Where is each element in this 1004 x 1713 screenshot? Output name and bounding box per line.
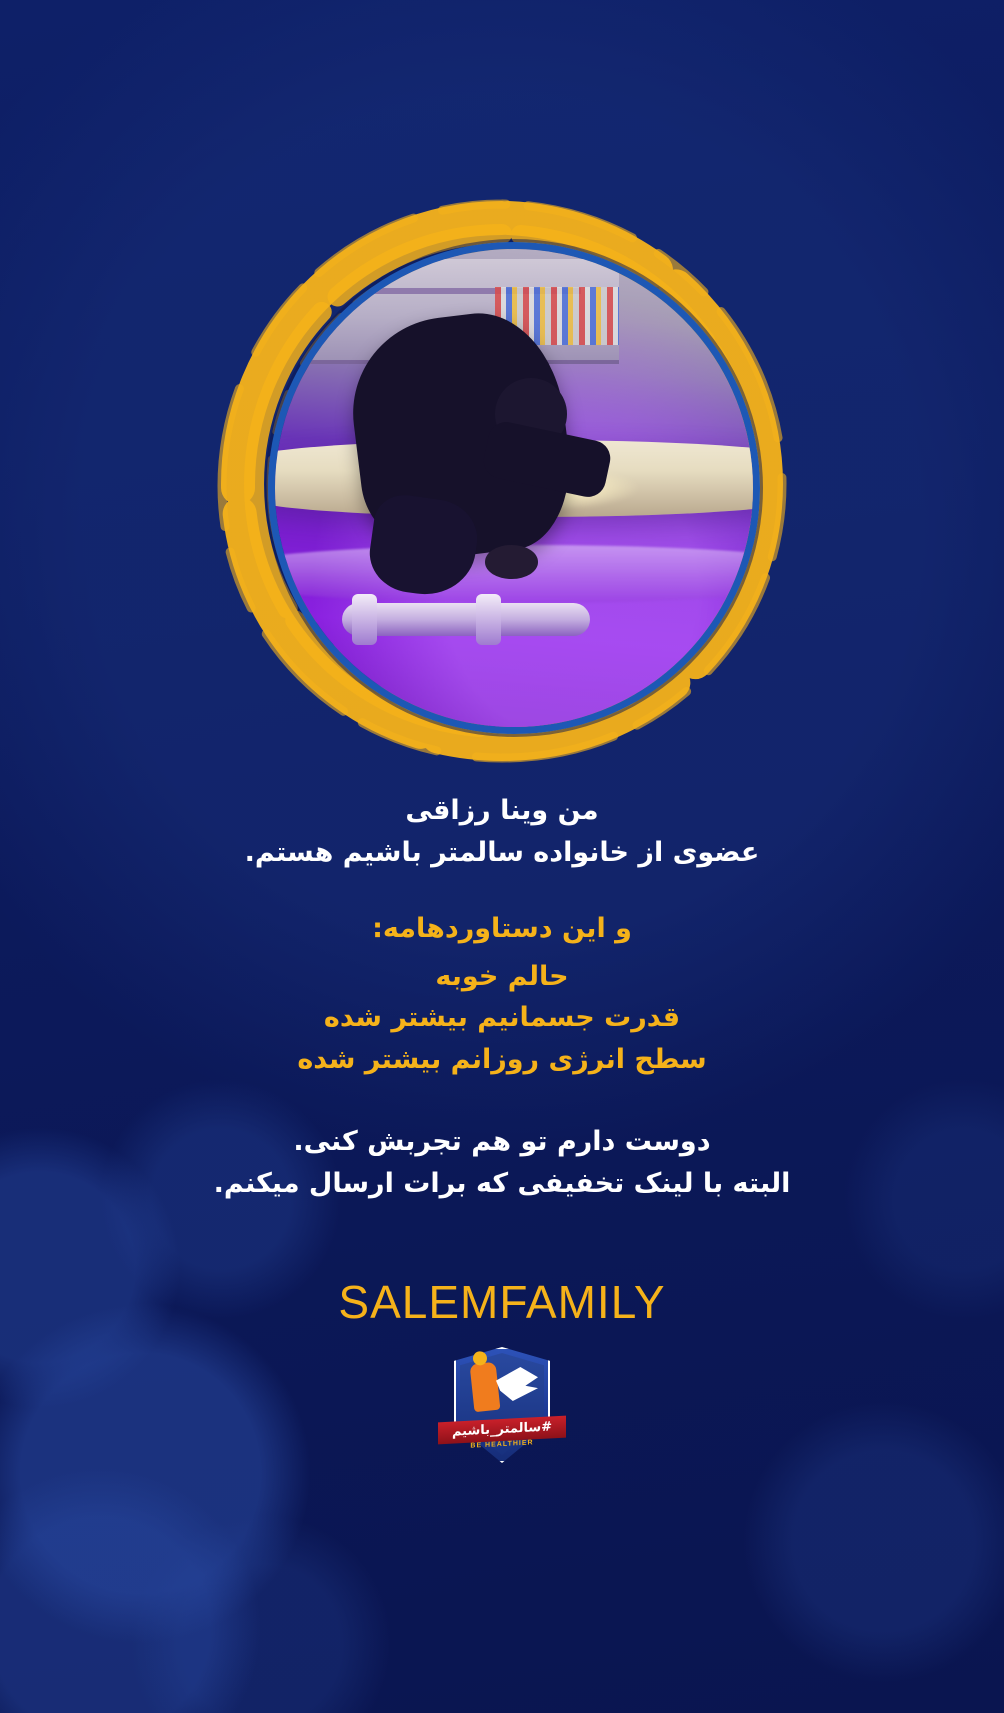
photo-frame	[268, 242, 760, 734]
brand-name: SALEMFAMILY	[338, 1276, 666, 1328]
photo-medallion	[202, 196, 802, 766]
intro-line-1: من وینا رزاقی	[405, 795, 599, 826]
achievement-item-1: حالم خوبه	[435, 960, 569, 992]
cta-line-2: البته با لینک تخفیفی که برات ارسال میکنم.	[213, 1167, 791, 1199]
brand-block	[0, 1275, 1004, 1463]
member-workout-photo	[275, 249, 753, 727]
achievement-item-2: قدرت جسمانیم بیشتر شده	[323, 1002, 681, 1034]
logo-band-text: #سالمتر_باشیم	[438, 1416, 566, 1445]
cta-line-1: دوست دارم تو هم تجربش کنی.	[293, 1126, 711, 1158]
testimonial-text	[0, 790, 1004, 1205]
intro-line-2: عضوی از خانواده سالمتر باشیم هستم.	[244, 836, 760, 868]
logo-sub-text: BE HEALTHIER	[470, 1439, 534, 1450]
runner-icon	[470, 1362, 501, 1412]
achievement-item-3: سطح انرژی روزانم بیشتر شده	[297, 1044, 707, 1076]
achievements-heading: و این دستاوردهامه:	[372, 912, 632, 944]
brand-logo	[451, 1347, 553, 1463]
